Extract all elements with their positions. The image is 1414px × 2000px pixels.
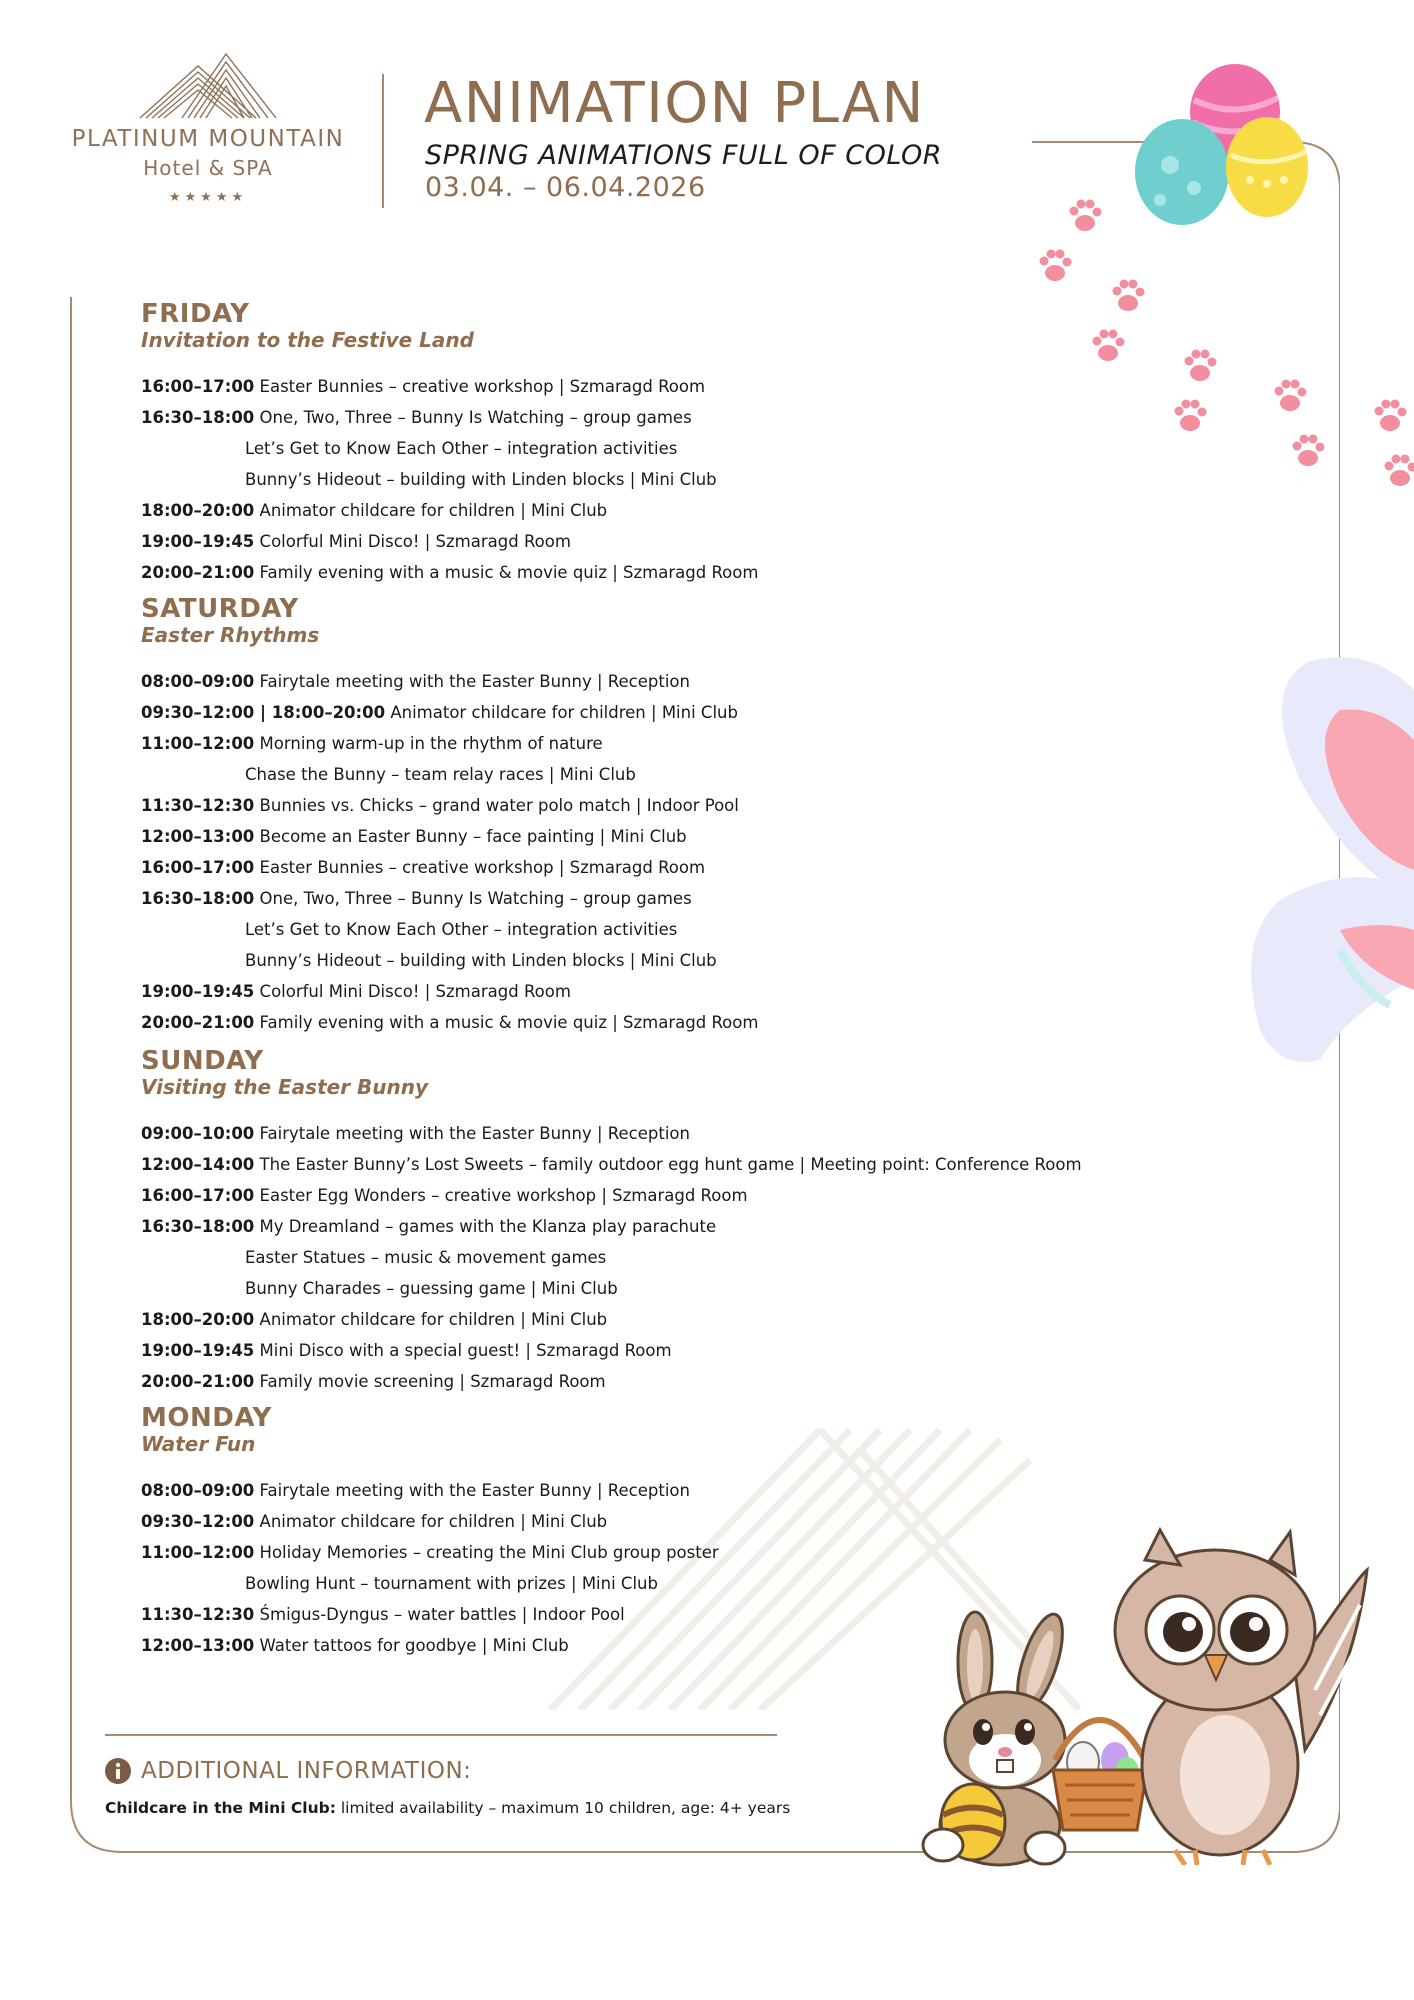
bunny-ear-icon	[1240, 650, 1414, 1070]
event-description: Animator childcare for children | Mini Club	[254, 501, 608, 520]
event-description: Mini Disco with a special guest! | Szmaragd Room	[254, 1341, 672, 1360]
brand-name: PLATINUM MOUNTAIN	[71, 126, 345, 152]
schedule-item	[141, 1630, 719, 1661]
schedule-item	[141, 1118, 1082, 1149]
event-description: Bunnies vs. Chicks – grand water polo match | Indoor Pool	[254, 796, 739, 815]
schedule-item	[141, 1599, 719, 1630]
event-description: Bunny’s Hideout – building with Linden blocks | Mini Club	[245, 951, 717, 970]
schedule-item	[141, 976, 758, 1007]
event-description: Easter Statues – music & movement games	[245, 1248, 607, 1267]
schedule-item	[141, 1149, 1082, 1180]
event-time: 16:00–17:00	[141, 377, 255, 396]
brand-subtitle: Hotel & SPA	[143, 156, 273, 180]
info-label: Childcare in the Mini Club:	[105, 1799, 336, 1817]
event-description: Bunny Charades – guessing game | Mini Club	[245, 1279, 618, 1298]
event-time: 16:00–17:00	[141, 858, 255, 877]
info-title: ADDITIONAL INFORMATION:	[141, 1758, 472, 1784]
event-description: One, Two, Three – Bunny Is Watching – group games	[254, 408, 692, 427]
day-theme: Water Fun	[141, 1432, 256, 1456]
schedule-item	[141, 945, 758, 976]
event-time: 08:00–09:00	[141, 672, 255, 691]
event-time: 20:00–21:00	[141, 1372, 255, 1391]
schedule-item	[141, 1211, 1082, 1242]
schedule-item	[141, 371, 758, 402]
event-description: One, Two, Three – Bunny Is Watching – group games	[254, 889, 692, 908]
schedule-item	[141, 697, 758, 728]
event-description: Animator childcare for children | Mini Club	[254, 1512, 608, 1531]
event-description: Water tattoos for goodbye | Mini Club	[254, 1636, 569, 1655]
schedule-item	[141, 883, 758, 914]
day-theme: Easter Rhythms	[141, 623, 320, 647]
event-description: Animator childcare for children | Mini Club	[385, 703, 738, 722]
event-description: Fairytale meeting with the Easter Bunny | Reception	[254, 1481, 690, 1500]
schedule-item	[141, 1335, 1082, 1366]
schedule-item	[141, 1242, 1082, 1273]
schedule-item	[141, 1366, 1082, 1397]
page-subtitle: SPRING ANIMATIONS FULL OF COLOR	[425, 140, 943, 171]
schedule-item	[141, 433, 758, 464]
page-title: ANIMATION PLAN	[424, 71, 925, 136]
schedule-item	[141, 666, 758, 697]
event-description: Family movie screening | Szmaragd Room	[254, 1372, 606, 1391]
paw-print-trail	[1020, 185, 1414, 495]
schedule-item	[141, 1180, 1082, 1211]
schedule-item	[141, 1506, 719, 1537]
schedule-item	[141, 821, 758, 852]
schedule-item	[141, 1304, 1082, 1335]
event-description: Fairytale meeting with the Easter Bunny | Reception	[254, 672, 690, 691]
schedule-item	[141, 1568, 719, 1599]
event-time: 20:00–21:00	[141, 563, 255, 582]
day-theme: Visiting the Easter Bunny	[141, 1075, 429, 1099]
event-description: Family evening with a music & movie quiz | Szmaragd Room	[254, 1013, 759, 1032]
day-name: FRIDAY	[141, 299, 250, 329]
event-description: Bunny’s Hideout – building with Linden blocks | Mini Club	[245, 470, 717, 489]
day-monday	[141, 1405, 719, 1661]
event-time: 18:00–20:00	[141, 501, 255, 520]
event-time: 16:30–18:00	[141, 889, 255, 908]
event-time: 12:00–13:00	[141, 827, 255, 846]
mountain-logo-icon	[138, 50, 278, 120]
schedule-item	[141, 1475, 719, 1506]
event-description: Colorful Mini Disco! | Szmaragd Room	[254, 982, 571, 1001]
day-sunday	[141, 1048, 1082, 1397]
schedule-item	[141, 790, 758, 821]
day-name: SATURDAY	[141, 594, 299, 624]
info-detail: limited availability – maximum 10 children, age: 4+ years	[335, 1799, 791, 1817]
event-description: Become an Easter Bunny – face painting | Mini Club	[254, 827, 687, 846]
event-description: Easter Bunnies – creative workshop | Szmaragd Room	[254, 377, 706, 396]
schedule-item	[141, 1537, 719, 1568]
event-description: Colorful Mini Disco! | Szmaragd Room	[254, 532, 571, 551]
event-description: Śmigus-Dyngus – water battles | Indoor Pool	[254, 1605, 625, 1624]
schedule-item	[141, 464, 758, 495]
day-name: SUNDAY	[141, 1046, 264, 1076]
event-time: 08:00–09:00	[141, 1481, 255, 1500]
event-time: 16:30–18:00	[141, 1217, 255, 1236]
event-time: 19:00–19:45	[141, 532, 255, 551]
schedule-item	[141, 852, 758, 883]
event-time: 18:00–20:00	[141, 1310, 255, 1329]
event-time: 12:00–13:00	[141, 1636, 255, 1655]
schedule-item	[141, 402, 758, 433]
day-theme: Invitation to the Festive Land	[141, 328, 474, 352]
event-time: 20:00–21:00	[141, 1013, 255, 1032]
schedule-item	[141, 914, 758, 945]
event-description: Holiday Memories – creating the Mini Club group poster	[254, 1543, 719, 1562]
day-friday	[141, 301, 758, 588]
schedule-item	[141, 728, 758, 759]
owl-illustration	[1105, 1520, 1375, 1865]
event-time: 19:00–19:45	[141, 982, 255, 1001]
schedule-item	[141, 557, 758, 588]
event-description: My Dreamland – games with the Klanza play parachute	[254, 1217, 717, 1236]
event-time: 16:00–17:00	[141, 1186, 255, 1205]
event-time: 11:00–12:00	[141, 1543, 255, 1562]
event-description: Fairytale meeting with the Easter Bunny | Reception	[254, 1124, 690, 1143]
event-time: 11:30–12:30	[141, 796, 255, 815]
event-time: 09:30–12:00	[141, 1512, 255, 1531]
schedule-item	[141, 495, 758, 526]
event-description: Let’s Get to Know Each Other – integration activities	[245, 439, 678, 458]
event-time: 16:30–18:00	[141, 408, 255, 427]
event-description: Let’s Get to Know Each Other – integration activities	[245, 920, 678, 939]
schedule-item	[141, 1007, 758, 1038]
info-icon	[105, 1758, 131, 1784]
event-description: Morning warm-up in the rhythm of nature	[254, 734, 603, 753]
info-divider	[105, 1734, 777, 1736]
event-description: Family evening with a music & movie quiz | Szmaragd Room	[254, 563, 759, 582]
event-description: Easter Egg Wonders – creative workshop | Szmaragd Room	[254, 1186, 748, 1205]
event-time: 11:00–12:00	[141, 734, 255, 753]
event-time: 09:30–12:00 | 18:00–20:00	[141, 703, 386, 722]
event-time: 12:00–14:00	[141, 1155, 255, 1174]
event-description: Easter Bunnies – creative workshop | Szmaragd Room	[254, 858, 706, 877]
schedule-item	[141, 759, 758, 790]
event-description: The Easter Bunny’s Lost Sweets – family outdoor egg hunt game | Meeting point: Conference Room	[254, 1155, 1082, 1174]
event-time: 11:30–12:30	[141, 1605, 255, 1624]
event-description: Bowling Hunt – tournament with prizes | Mini Club	[245, 1574, 658, 1593]
brand-stars: ★★★★★	[168, 190, 248, 205]
info-text	[105, 1799, 790, 1817]
day-saturday	[141, 596, 758, 1038]
event-dates: 03.04. – 06.04.2026	[425, 172, 706, 203]
event-time: 19:00–19:45	[141, 1341, 255, 1360]
schedule-item	[141, 526, 758, 557]
event-time: 09:00–10:00	[141, 1124, 255, 1143]
event-description: Animator childcare for children | Mini Club	[254, 1310, 608, 1329]
schedule-item	[141, 1273, 1082, 1304]
day-name: MONDAY	[141, 1403, 272, 1433]
event-description: Chase the Bunny – team relay races | Mini Club	[245, 765, 636, 784]
